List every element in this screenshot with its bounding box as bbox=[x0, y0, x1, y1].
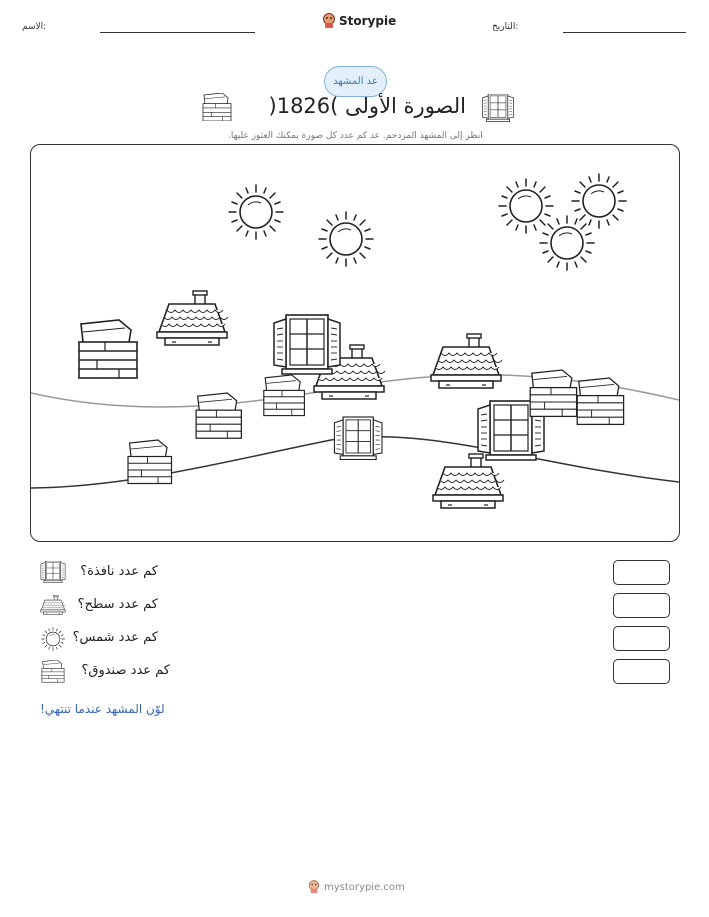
question-text: كم عدد شمس؟ bbox=[72, 630, 158, 645]
instructions: انظر إلى المشهد المزدحم. عد كم عدد كل صورة يمكنك العثور عليها. bbox=[228, 131, 483, 141]
window-icon bbox=[274, 315, 340, 374]
chest-icon bbox=[200, 93, 234, 121]
question-text: كم عدد سطح؟ bbox=[77, 597, 158, 612]
answer-box[interactable] bbox=[613, 593, 670, 618]
chest-icon bbox=[79, 320, 137, 378]
roof-icon bbox=[157, 291, 228, 345]
brand-logo bbox=[322, 13, 396, 29]
sun-icon bbox=[319, 212, 373, 266]
chest-icon bbox=[530, 370, 576, 416]
answer-box[interactable] bbox=[613, 626, 670, 651]
roof-icon bbox=[431, 334, 502, 388]
name-label: الاسم: bbox=[22, 22, 47, 32]
page-title: الصورة الأولى )1826( bbox=[268, 94, 466, 118]
sun-icon bbox=[40, 627, 66, 651]
question-item bbox=[40, 560, 680, 586]
question-item bbox=[40, 659, 680, 685]
storypie-mascot-icon bbox=[308, 880, 320, 894]
counting-scene bbox=[30, 144, 680, 542]
sun-icon bbox=[540, 216, 594, 270]
scene-illustration bbox=[31, 145, 679, 541]
sun-icon bbox=[229, 185, 283, 239]
footer-url[interactable]: mystorypie.com bbox=[324, 881, 405, 893]
roof-icon bbox=[40, 594, 66, 616]
window-icon bbox=[480, 94, 516, 122]
chest-icon bbox=[264, 375, 305, 416]
activity-badge-label: عد المشهد bbox=[333, 76, 378, 87]
title-row bbox=[196, 92, 516, 124]
question-item bbox=[40, 626, 680, 652]
brand-name: Storypie bbox=[339, 14, 397, 28]
chest-icon bbox=[40, 660, 66, 683]
question-item bbox=[40, 593, 680, 619]
answer-box[interactable] bbox=[613, 560, 670, 585]
window-icon bbox=[334, 417, 382, 459]
answer-box[interactable] bbox=[613, 659, 670, 684]
sun-icon bbox=[499, 179, 553, 233]
name-line[interactable] bbox=[100, 32, 255, 33]
question-text: كم عدد صندوق؟ bbox=[81, 663, 170, 678]
chest-icon bbox=[128, 440, 172, 484]
window-icon bbox=[40, 561, 66, 583]
chest-icon bbox=[577, 378, 623, 424]
footer bbox=[308, 880, 405, 894]
roof-icon bbox=[433, 454, 504, 508]
sun-icon bbox=[572, 174, 626, 228]
chest-icon bbox=[196, 393, 241, 438]
date-line[interactable] bbox=[563, 32, 686, 33]
storypie-mascot-icon bbox=[322, 13, 336, 29]
color-instruction: لوّن المشهد عندما تنتهي! bbox=[40, 702, 165, 716]
question-text: كم عدد نافذة؟ bbox=[80, 564, 158, 579]
date-label: التاريخ: bbox=[492, 22, 519, 32]
